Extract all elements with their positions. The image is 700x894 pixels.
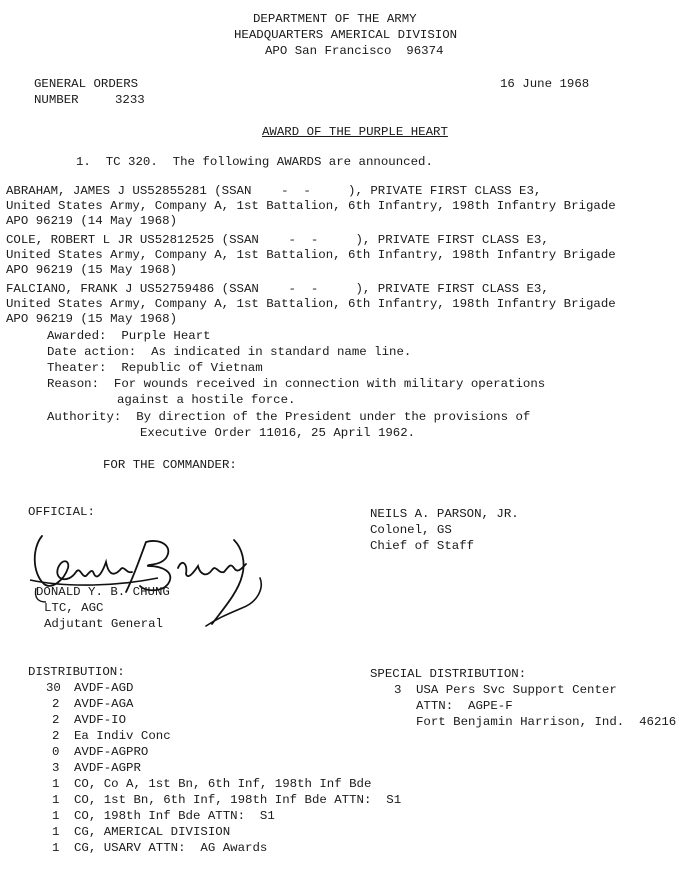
number-label: NUMBER bbox=[34, 93, 79, 107]
reason-continued: against a hostile force. bbox=[117, 393, 296, 407]
chief-rank: Colonel, GS bbox=[370, 523, 452, 537]
recipient-1-line1: ABRAHAM, JAMES J US52855281 (SSAN - - ), PRIVATE FIRST CLASS E3, bbox=[6, 184, 542, 198]
distribution-count: 2 bbox=[52, 713, 60, 727]
distribution-recipient: AVDF-AGPRO bbox=[74, 745, 149, 759]
distribution-count: 1 bbox=[52, 841, 60, 855]
recipient-2-line1: COLE, ROBERT L JR US52812525 (SSAN - - ), PRIVATE FIRST CLASS E3, bbox=[6, 233, 549, 247]
special-distribution-line1: USA Pers Svc Support Center bbox=[416, 683, 617, 697]
apo-header-line: APO San Francisco 96374 bbox=[265, 44, 444, 58]
date-action-line: Date action: As indicated in standard name line. bbox=[47, 345, 412, 359]
special-distribution-count: 3 bbox=[394, 683, 402, 697]
distribution-recipient: CO, 1st Bn, 6th Inf, 198th Inf Bde ATTN: S1 bbox=[74, 793, 402, 807]
distribution-recipient: AVDF-IO bbox=[74, 713, 127, 727]
distribution-count: 2 bbox=[52, 697, 60, 711]
distribution-count: 1 bbox=[52, 777, 60, 791]
hq-header-line: HEADQUARTERS AMERICAL DIVISION bbox=[234, 28, 458, 42]
recipient-2-line2: United States Army, Company A, 1st Battalion, 6th Infantry, 198th Infantry Brigade bbox=[6, 248, 616, 262]
order-date: 16 June 1968 bbox=[500, 77, 590, 91]
authority-line: Authority: By direction of the President under the provisions of bbox=[47, 410, 531, 424]
recipient-1-line2: United States Army, Company A, 1st Battalion, 6th Infantry, 198th Infantry Brigade bbox=[6, 199, 616, 213]
authority-continued: Executive Order 11016, 25 April 1962. bbox=[140, 426, 416, 440]
special-distribution-line3: Fort Benjamin Harrison, Ind. 46216 bbox=[416, 715, 677, 729]
official-rank: LTC, AGC bbox=[44, 601, 104, 615]
intro-paragraph: 1. TC 320. The following AWARDS are announced. bbox=[76, 155, 433, 169]
chief-title: Chief of Staff bbox=[370, 539, 475, 553]
special-distribution-line2: ATTN: AGPE-F bbox=[416, 699, 513, 713]
distribution-recipient: CO, 198th Inf Bde ATTN: S1 bbox=[74, 809, 275, 823]
distribution-recipient: Ea Indiv Conc bbox=[74, 729, 171, 743]
for-the-commander: FOR THE COMMANDER: bbox=[103, 458, 237, 472]
distribution-recipient: AVDF-AGA bbox=[74, 697, 134, 711]
general-orders-label: GENERAL ORDERS bbox=[34, 77, 139, 91]
official-label: OFFICIAL: bbox=[28, 505, 95, 519]
chief-name: NEILS A. PARSON, JR. bbox=[370, 507, 519, 521]
distribution-count: 30 bbox=[46, 681, 61, 695]
reason-line: Reason: For wounds received in connection with military operations bbox=[47, 377, 546, 391]
theater-line: Theater: Republic of Vietnam bbox=[47, 361, 263, 375]
special-distribution-label: SPECIAL DISTRIBUTION: bbox=[370, 667, 527, 681]
distribution-count: 1 bbox=[52, 809, 60, 823]
distribution-count: 1 bbox=[52, 825, 60, 839]
recipient-2-line3: APO 96219 (15 May 1968) bbox=[6, 263, 178, 277]
distribution-count: 1 bbox=[52, 793, 60, 807]
award-title: AWARD OF THE PURPLE HEART bbox=[262, 125, 448, 139]
distribution-count: 2 bbox=[52, 729, 60, 743]
distribution-recipient: CG, AMERICAL DIVISION bbox=[74, 825, 231, 839]
distribution-label: DISTRIBUTION: bbox=[28, 665, 125, 679]
distribution-count: 0 bbox=[52, 745, 60, 759]
recipient-1-line3: APO 96219 (14 May 1968) bbox=[6, 214, 178, 228]
recipient-3-line2: United States Army, Company A, 1st Battalion, 6th Infantry, 198th Infantry Brigade bbox=[6, 297, 616, 311]
official-title: Adjutant General bbox=[44, 617, 163, 631]
dept-header-line: DEPARTMENT OF THE ARMY bbox=[253, 12, 417, 26]
official-name: DONALD Y. B. CHUNG bbox=[36, 585, 170, 599]
order-number: 3233 bbox=[115, 93, 145, 107]
distribution-recipient: CG, USARV ATTN: AG Awards bbox=[74, 841, 268, 855]
distribution-count: 3 bbox=[52, 761, 60, 775]
distribution-recipient: AVDF-AGPR bbox=[74, 761, 141, 775]
distribution-recipient: CO, Co A, 1st Bn, 6th Inf, 198th Inf Bde bbox=[74, 777, 372, 791]
awarded-line: Awarded: Purple Heart bbox=[47, 329, 211, 343]
distribution-recipient: AVDF-AGD bbox=[74, 681, 134, 695]
recipient-3-line1: FALCIANO, FRANK J US52759486 (SSAN - - ), PRIVATE FIRST CLASS E3, bbox=[6, 282, 549, 296]
recipient-3-line3: APO 96219 (15 May 1968) bbox=[6, 312, 178, 326]
